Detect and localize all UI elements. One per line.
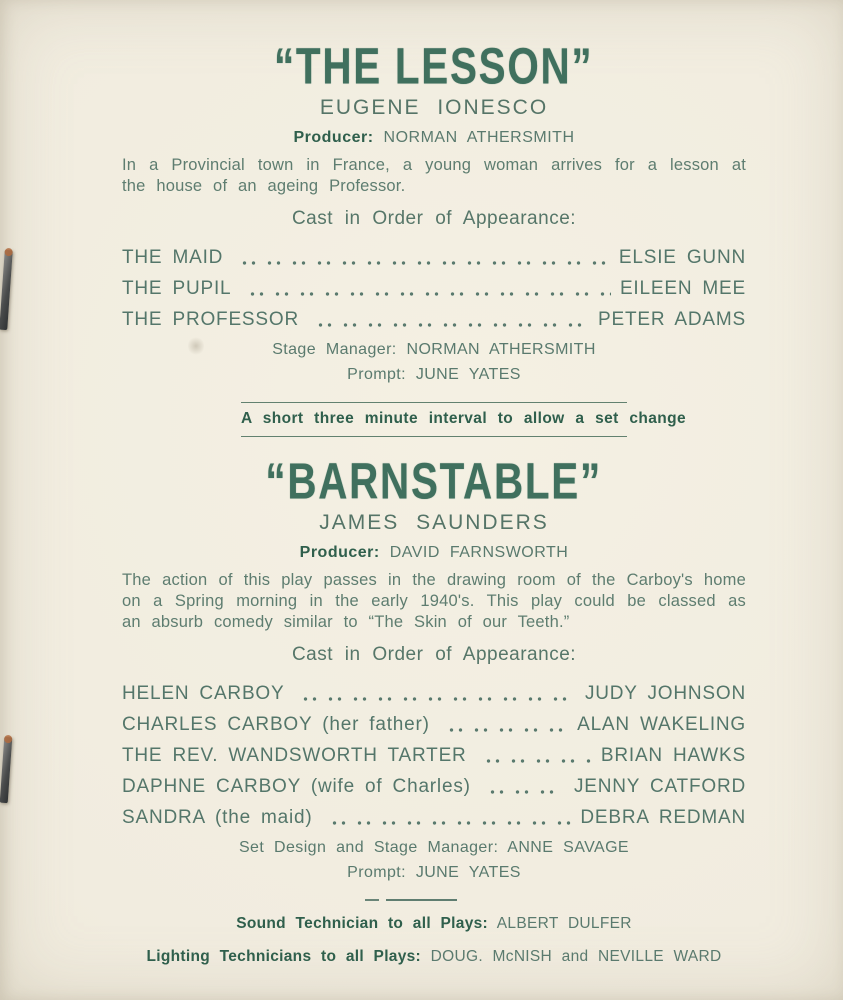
cast-role: CHARLES CARBOY (her father) <box>122 714 430 735</box>
cast-actor: BRIAN HAWKS <box>600 745 746 766</box>
interval-notice: A short three minute interval to allow a set change <box>241 402 627 437</box>
play-credits <box>122 337 746 387</box>
cast-actor: JENNY CATFORD <box>573 776 746 797</box>
dot-leader <box>308 313 589 331</box>
producer-label: Producer: <box>299 544 380 561</box>
dot-leader <box>476 749 592 767</box>
cast-role: DAPHNE CARBOY (wife of Charles) <box>122 776 471 797</box>
producer-label: Producer: <box>293 129 374 146</box>
cast-row <box>122 736 746 767</box>
cast-role: HELEN CARBOY <box>122 683 285 704</box>
cast-row <box>122 798 746 829</box>
dot-leader <box>322 811 572 829</box>
credit-person: JUNE YATES <box>415 366 521 383</box>
producer-line <box>122 129 746 147</box>
dot-leader <box>232 251 610 269</box>
credit-label: Set Design and Stage Manager: <box>238 839 499 856</box>
cast-row <box>122 300 746 331</box>
section-divider <box>365 899 457 901</box>
staple-icon <box>0 737 12 803</box>
page-content <box>122 36 746 967</box>
credit-person: NORMAN ATHERSMITH <box>406 341 596 358</box>
credit-line <box>122 362 746 387</box>
cast-role: THE REV. WANDSWORTH TARTER <box>122 745 467 766</box>
footer-credit-name: DOUG. McNISH and NEVILLE WARD <box>430 948 722 965</box>
cast-role: THE PROFESSOR <box>122 309 299 330</box>
play-title-text: “THE LESSON” <box>274 36 594 95</box>
cast-row <box>122 767 746 798</box>
cast-row <box>122 674 746 705</box>
play-section-the-lesson <box>122 36 746 387</box>
play-author: EUGENE IONESCO <box>319 96 549 119</box>
dot-leader <box>240 282 611 300</box>
credit-line <box>122 337 746 362</box>
play-synopsis: In a Provincial town in France, a young woman arrives for a lesson at the house of an ageing Professor. <box>122 156 746 195</box>
dot-leader <box>480 780 565 798</box>
rust-spot <box>4 735 13 744</box>
cast-row <box>122 238 746 269</box>
play-section-barnstable <box>122 451 746 885</box>
play-title <box>122 36 746 95</box>
cast-role: THE MAID <box>122 247 224 268</box>
footer-credit-lighting <box>122 947 746 967</box>
credit-line <box>122 835 746 860</box>
cast-heading: Cast in Order of Appearance: <box>291 208 577 229</box>
play-synopsis: The action of this play passes in the drawing room of the Carboy's home on a Spring morning in the early 1940's. This play could be classed as an absurb comedy similar to “The Skin of our Teeth.” <box>122 571 746 631</box>
credit-label: Prompt: <box>347 864 406 881</box>
credit-line <box>122 860 746 885</box>
cast-role: SANDRA (the maid) <box>122 807 313 828</box>
credit-person: JUNE YATES <box>415 864 521 881</box>
cast-role: THE PUPIL <box>122 278 232 299</box>
cast-actor: DEBRA REDMAN <box>580 807 746 828</box>
producer-name: DAVID FARNSWORTH <box>389 544 569 561</box>
play-author: JAMES SAUNDERS <box>319 511 549 534</box>
play-title <box>122 451 746 510</box>
footer-credit-name: ALBERT DULFER <box>496 915 632 932</box>
producer-line <box>122 544 746 562</box>
cast-heading: Cast in Order of Appearance: <box>291 644 577 665</box>
cast-list <box>122 238 746 331</box>
cast-actor: JUDY JOHNSON <box>584 683 746 704</box>
footer-credit-sound <box>122 914 746 934</box>
credit-person: ANNE SAVAGE <box>507 839 629 856</box>
credit-label: Prompt: <box>347 366 406 383</box>
staple-icon <box>0 250 13 330</box>
dot-leader <box>439 718 568 736</box>
footer-credit-label: Sound Technician to all Plays: <box>236 915 489 932</box>
rust-spot <box>4 248 13 257</box>
play-credits <box>122 835 746 885</box>
cast-row <box>122 269 746 300</box>
cast-actor: EILEEN MEE <box>619 278 746 299</box>
cast-actor: PETER ADAMS <box>598 309 746 330</box>
cast-actor: ALAN WAKELING <box>577 714 746 735</box>
play-title-text: “BARNSTABLE” <box>265 451 603 510</box>
footer-credit-label: Lighting Technicians to all Plays: <box>146 948 422 965</box>
credit-label: Stage Manager: <box>272 341 397 358</box>
cast-row <box>122 705 746 736</box>
producer-name: NORMAN ATHERSMITH <box>383 129 575 146</box>
cast-actor: ELSIE GUNN <box>618 247 746 268</box>
cast-list <box>122 674 746 829</box>
dot-leader <box>293 687 575 705</box>
